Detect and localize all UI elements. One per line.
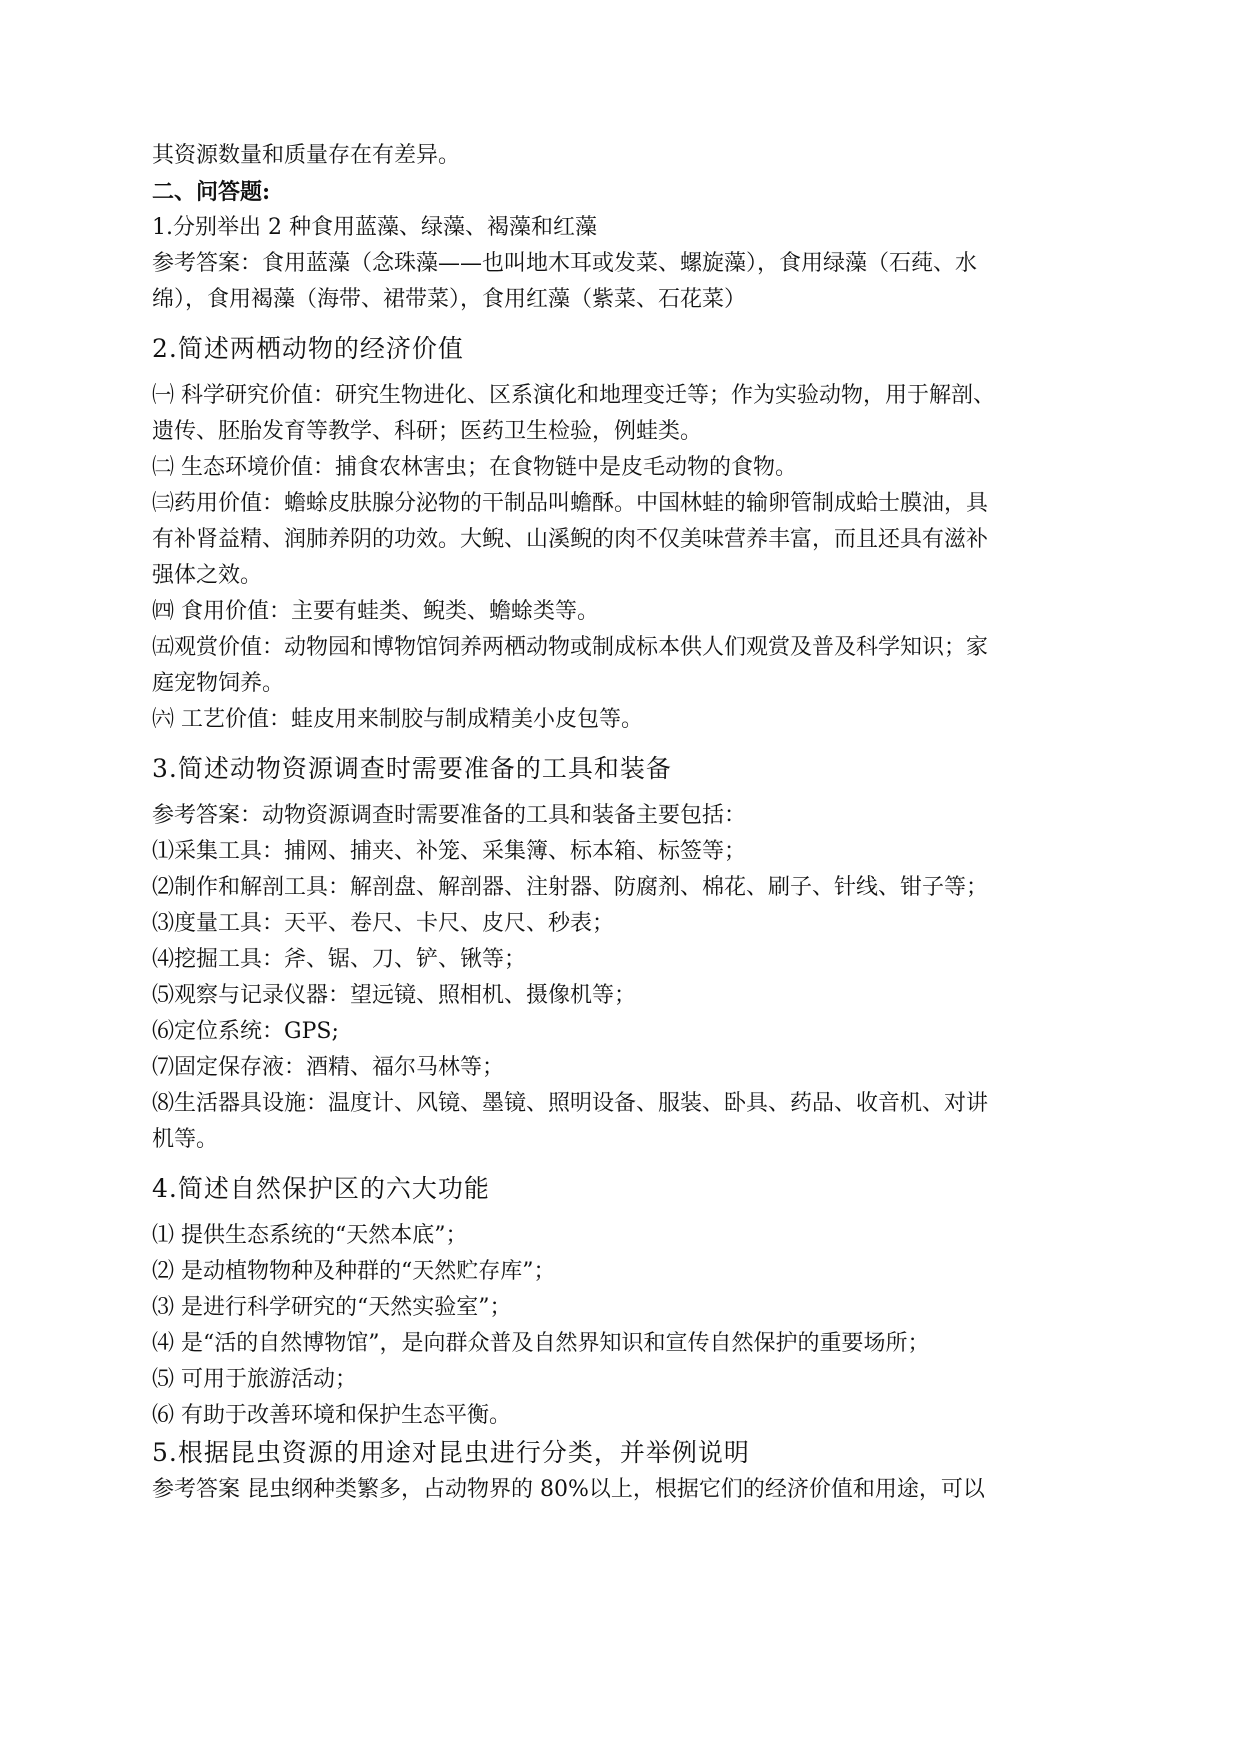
answer-line: ⑴ 提供生态系统的“天然本底”； (152, 1223, 468, 1248)
answer-line: 参考答案：食用蓝藻（念珠藻——也叫地木耳或发菜、螺旋藻），食用绿藻（石莼、水 (152, 251, 978, 276)
question-heading: 1.分别举出 2 种食用蓝藻、绿藻、褐藻和红藻 (152, 215, 597, 240)
answer-line: ⑹ 有助于改善环境和保护生态平衡。 (152, 1403, 511, 1428)
answer-line: ⑷挖掘工具：斧、锯、刀、铲、锹等； (152, 947, 527, 972)
answer-line: ㈢药用价值：蟾蜍皮肤腺分泌物的干制品叫蟾酥。中国林蛙的输卵管制成蛤士膜油，具 (152, 491, 989, 516)
answer-line: ㈥ 工艺价值：蛙皮用来制胶与制成精美小皮包等。 (152, 707, 643, 732)
answer-line: 参考答案 昆虫纲种类繁多，占动物界的 80%以上，根据它们的经济价值和用途，可以 (152, 1477, 985, 1502)
answer-line: 庭宠物饲养。 (152, 671, 285, 696)
answer-line: ⑹定位系统：GPS; (152, 1019, 339, 1044)
question-heading: 4.简述自然保护区的六大功能 (152, 1174, 490, 1203)
answer-line: 绵），食用褐藻（海带、裙带菜），食用红藻（紫菜、石花菜） (152, 287, 747, 312)
question-heading: 3.简述动物资源调查时需要准备的工具和装备 (152, 754, 672, 783)
answer-line: ㈡ 生态环境价值：捕食农林害虫；在食物链中是皮毛动物的食物。 (152, 455, 797, 480)
text-line: 其资源数量和质量存在有差异。 (152, 143, 461, 168)
answer-line: ㈠ 科学研究价值：研究生物进化、区系演化和地理变迁等；作为实验动物，用于解剖、 (152, 383, 995, 408)
answer-line: ⑶ 是进行科学研究的“天然实验室”； (152, 1295, 512, 1320)
answer-line: 有补肾益精、润肺养阴的功效。大鲵、山溪鲵的肉不仅美味营养丰富，而且还具有滋补 (152, 527, 989, 552)
answer-line: ⑶度量工具：天平、卷尺、卡尺、皮尺、秒表； (152, 911, 615, 936)
question-heading: 2.简述两栖动物的经济价值 (152, 334, 464, 363)
section-heading: 二、问答题: (152, 179, 271, 205)
question-heading: 5.根据昆虫资源的用途对昆虫进行分类，并举例说明 (152, 1438, 750, 1467)
answer-line: 参考答案：动物资源调查时需要准备的工具和装备主要包括： (152, 803, 747, 828)
answer-line: 机等。 (152, 1127, 219, 1152)
answer-line: ⑵ 是动植物物种及种群的“天然贮存库”； (152, 1259, 556, 1284)
answer-line: ⑻生活器具设施：温度计、风镜、墨镜、照明设备、服装、卧具、药品、收音机、对讲 (152, 1091, 989, 1116)
answer-line: ㈣ 食用价值：主要有蛙类、鲵类、蟾蜍类等。 (152, 599, 599, 624)
document-page (152, 138, 1102, 1508)
answer-line: 遗传、胚胎发育等教学、科研；医药卫生检验，例蛙类。 (152, 419, 703, 444)
answer-line: 强体之效。 (152, 563, 263, 588)
answer-line: ㈤观赏价值：动物园和博物馆饲养两栖动物或制成标本供人们观赏及普及科学知识；家 (152, 635, 989, 660)
answer-line: ⑸观察与记录仪器：望远镜、照相机、摄像机等； (152, 983, 637, 1008)
answer-line: ⑵制作和解剖工具：解剖盘、解剖器、注射器、防腐剂、棉花、刷子、针线、钳子等； (152, 875, 989, 900)
answer-line: ⑸ 可用于旅游活动； (152, 1367, 357, 1392)
answer-line: ⑺固定保存液：酒精、福尔马林等； (152, 1055, 505, 1080)
answer-line: ⑴采集工具：捕网、捕夹、补笼、采集簿、标本箱、标签等； (152, 839, 747, 864)
answer-line: ⑷ 是“活的自然博物馆”，是向群众普及自然界知识和宣传自然保护的重要场所； (152, 1331, 930, 1356)
